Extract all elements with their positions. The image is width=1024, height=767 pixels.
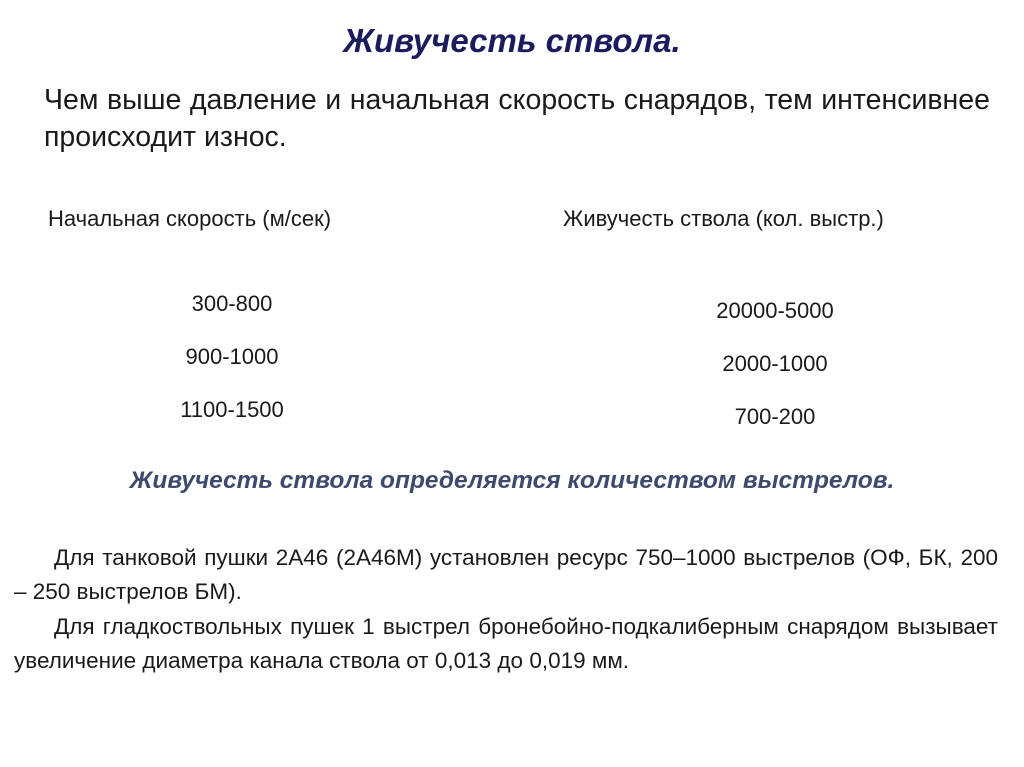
barrel-life-value: 2000-1000 bbox=[722, 351, 828, 376]
intro-text: Чем выше давление и начальная скорость снарядов, тем интенсивнее происходит износ. bbox=[44, 84, 990, 154]
barrel-life-column-header: Живучесть ствола (кол. выстр.) bbox=[563, 206, 884, 231]
conclusion-text: Живучесть ствола определяется количеством выстрелов. bbox=[129, 467, 895, 494]
notes-block bbox=[14, 541, 998, 679]
note-paragraph: Для танковой пушки 2А46 (2А46М) установлен ресурс 750–1000 выстрелов (ОФ, БК, 200 – 250 выстрелов БМ). bbox=[14, 545, 998, 605]
velocity-column-header: Начальная скорость (м/сек) bbox=[48, 206, 332, 231]
barrel-life-values bbox=[655, 297, 895, 456]
velocity-values bbox=[112, 290, 352, 449]
barrel-life-value: 20000-5000 bbox=[716, 298, 834, 323]
velocity-value: 1100-1500 bbox=[180, 397, 284, 422]
velocity-value: 900-1000 bbox=[185, 344, 279, 369]
note-paragraph: Для гладкоствольных пушек 1 выстрел бронебойно-подкалиберным снарядом вызывает увеличение диаметра канала ствола от 0,013 до 0,019 мм. bbox=[14, 613, 998, 674]
velocity-value: 300-800 bbox=[191, 291, 273, 316]
barrel-life-value: 700-200 bbox=[734, 404, 816, 429]
slide-title: Живучесть ствола. bbox=[343, 22, 681, 59]
